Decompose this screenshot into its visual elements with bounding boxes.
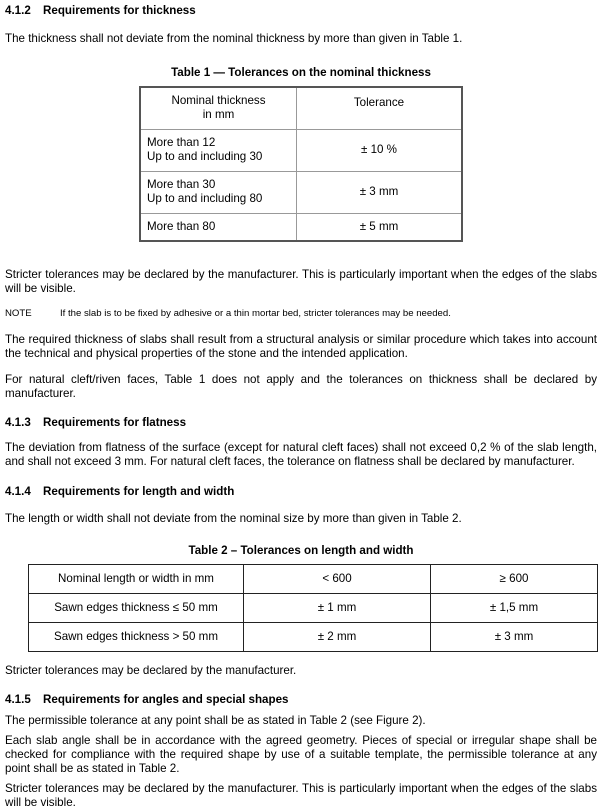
section-number: 4.1.3	[5, 416, 31, 429]
table-cell: ± 3 mm	[431, 623, 598, 652]
table-header-cell: Nominal length or width in mm	[29, 565, 244, 594]
paragraph: Each slab angle shall be in accordance with the agreed geometry. Pieces of special or irregular shape shall be checked for compliance with the required shape by use of a suitable template, the permissible tolerance at any point shall be as stated in Table 2.	[5, 734, 597, 775]
table-header-row	[29, 565, 598, 594]
table-header-row	[140, 87, 462, 129]
section-number: 4.1.5	[5, 693, 31, 706]
table-1-title: Table 1 — Tolerances on the nominal thickness	[171, 66, 431, 79]
section-heading-4-1-2	[5, 4, 196, 18]
paragraph: Stricter tolerances may be declared by the manufacturer.	[5, 664, 297, 677]
table-cell: Sawn edges thickness ≤ 50 mm	[29, 594, 244, 623]
paragraph: Stricter tolerances may be declared by the manufacturer. This is particularly important when the edges of the slabs will be visible.	[5, 268, 597, 295]
table-row	[140, 213, 462, 241]
table-2-title: Table 2 – Tolerances on length and width	[188, 544, 414, 557]
note	[5, 308, 597, 319]
section-heading-4-1-4	[5, 485, 234, 499]
section-heading-4-1-5	[5, 693, 288, 707]
table-cell: More than 30 Up to and including 80	[140, 171, 297, 213]
section-title: Requirements for thickness	[43, 4, 196, 17]
table-cell: Sawn edges thickness > 50 mm	[29, 623, 244, 652]
table-cell: ± 1 mm	[244, 594, 431, 623]
paragraph: The length or width shall not deviate from the nominal size by more than given in Table 2.	[5, 512, 462, 525]
table-2	[28, 564, 598, 652]
paragraph: For natural cleft/riven faces, Table 1 does not apply and the tolerances on thickness shall be declared by manufacturer.	[5, 373, 597, 400]
table-cell: ± 10 %	[297, 129, 463, 171]
table-row	[140, 129, 462, 171]
section-title: Requirements for length and width	[43, 485, 235, 498]
table-1	[139, 86, 463, 242]
table-header-cell: ≥ 600	[431, 565, 598, 594]
section-heading-4-1-3	[5, 416, 186, 430]
table-header-cell: Nominal thickness in mm	[140, 87, 297, 129]
table-row	[29, 623, 598, 652]
paragraph: The required thickness of slabs shall result from a structural analysis or similar procedure which takes into account the technical and physical properties of the stone and the intended application.	[5, 333, 597, 360]
note-text: If the slab is to be fixed by adhesive or a thin mortar bed, stricter tolerances may be needed.	[60, 308, 451, 319]
note-label: NOTE	[5, 308, 32, 319]
paragraph: The deviation from flatness of the surface (except for natural cleft faces) shall not exceed 0,2 % of the slab length, and shall not exceed 3 mm. For natural cleft faces, the tolerance on flatness shall be declared by manufacturer.	[5, 441, 597, 468]
section-title: Requirements for angles and special shapes	[43, 693, 289, 706]
section-number: 4.1.2	[5, 4, 31, 17]
table-row	[140, 171, 462, 213]
table-cell: ± 5 mm	[297, 213, 463, 241]
table-header-cell: Tolerance	[297, 87, 463, 129]
table-cell: More than 12 Up to and including 30	[140, 129, 297, 171]
section-title: Requirements for flatness	[43, 416, 187, 429]
table-cell: ± 2 mm	[244, 623, 431, 652]
table-header-cell: < 600	[244, 565, 431, 594]
table-cell: ± 3 mm	[297, 171, 463, 213]
paragraph: The permissible tolerance at any point shall be as stated in Table 2 (see Figure 2).	[5, 714, 426, 727]
table-row	[29, 594, 598, 623]
table-cell: ± 1,5 mm	[431, 594, 598, 623]
paragraph: Stricter tolerances may be declared by the manufacturer. This is particularly important when the edges of the slabs will be visible.	[5, 782, 597, 809]
paragraph: The thickness shall not deviate from the nominal thickness by more than given in Table 1.	[5, 32, 463, 45]
table-cell: More than 80	[140, 213, 297, 241]
section-number: 4.1.4	[5, 485, 31, 498]
